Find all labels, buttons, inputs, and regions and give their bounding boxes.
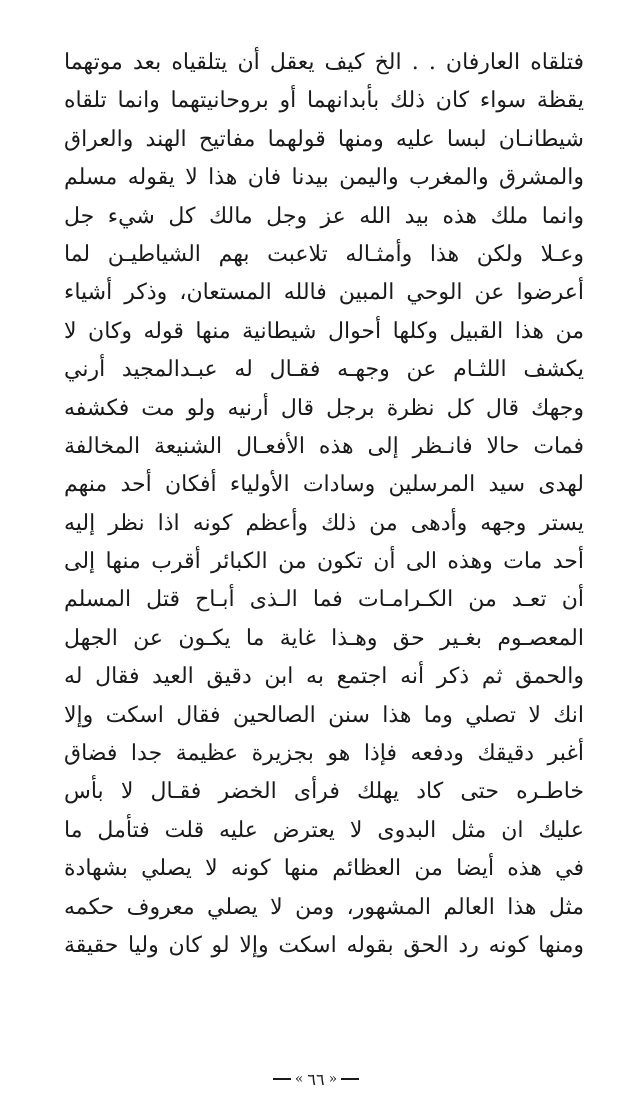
text-line-5: وانما ملك هذه بيد الله عز وجل مالك كل شيء جل	[64, 203, 584, 229]
text-line-24: ومنها كونه رد الحق بقوله اسكت وإلا لو كان وليا حقيقة	[64, 932, 584, 958]
text-line-3: شيطانـان لبسا عليه ومنها قولهما مفاتيح الهند والعراق	[64, 126, 584, 152]
text-line-12: لهدى سيد المرسلين وسادات الأولياء أفكان أحد منهم	[64, 472, 584, 498]
text-line-16: المعصـوم بغـير حق وهـذا غاية ما يكـون عن الجهل	[64, 625, 584, 651]
text-line-2: يقظة سواء كان ذلك بأبدانهما أو بروحانيتهما وانما تلقاه	[64, 88, 584, 114]
text-line-20: خاطـره حتى كاد يهلك فرأى الخضر فقـال لا بأس	[64, 779, 584, 805]
left-dash-ornament	[341, 1078, 359, 1080]
left-bracket-icon: «	[328, 1071, 338, 1087]
text-line-15: أن تعـد من الكـرامـات فما الـذى أبـاح قتل المسلم	[64, 587, 584, 613]
text-line-9: يكشف اللثـام عن وجهـه فقـال له عبـدالمجيد أرني	[64, 357, 584, 383]
page-number-footer	[0, 1065, 632, 1089]
text-line-4: والمشرق والمغرب واليمن بيدنا فان هذا لا يقوله مسلم	[64, 165, 584, 191]
page-number-ornament	[273, 1070, 359, 1089]
text-line-1: فتلقاه العارفان . . الخ كيف يعقل أن يتلقياه بعد موتهما	[64, 50, 584, 75]
text-line-19: أغبر دقيقك ودفعه فإذا هو بجزيرة عظيمة جدا فضاق	[64, 741, 584, 767]
page-number: ٦٦	[307, 1069, 325, 1089]
text-line-22: في هذه أيضا من العظائم منها كونه لا يصلي بشهادة	[64, 856, 584, 882]
main-text-block	[64, 44, 584, 965]
right-bracket-icon: »	[294, 1071, 304, 1087]
text-line-13: يستر وجهه وأدهى من ذلك وأعظم كونه اذا نظر إليه	[64, 510, 584, 536]
text-line-11: فمات حالا فانـظر إلى هذه الأفعـال الشنيعة المخالفة	[64, 433, 584, 459]
text-line-18: انك لا تصلي وما هذا سنن الصالحين فقال اسكت وإلا	[64, 702, 584, 728]
text-line-23: مثل هذا العالم المشهور، ومن لا يصلي معروف حكمه	[64, 894, 584, 920]
text-line-7: أعرضوا عن الوحي المبين فالله المستعان، وذكر أشياء	[64, 280, 584, 306]
text-line-10: وجهك قال كل نظرة برجل قال أرنيه ولو مت فكشفه	[64, 395, 584, 421]
text-line-6: وعـلا ولكن هذا وأمثـاله تلاعبت بهم الشياطيـن لما	[64, 241, 584, 267]
text-line-14: أحد مات وهذه الى أن تكون من الكبائر أقرب منها إلى	[64, 549, 584, 575]
text-line-17: والحمق ثم ذكر أنه اجتمع به ابن دقيق العيد فقال له	[64, 664, 584, 690]
right-dash-ornament	[273, 1078, 291, 1080]
text-line-21: عليك ان مثل البدوى لا يعترض عليه قلت فتأمل ما	[64, 817, 584, 843]
page-body	[64, 44, 584, 1064]
text-line-8: من هذا القبيل وكلها أحوال شيطانية منها قوله وكان لا	[64, 318, 584, 344]
